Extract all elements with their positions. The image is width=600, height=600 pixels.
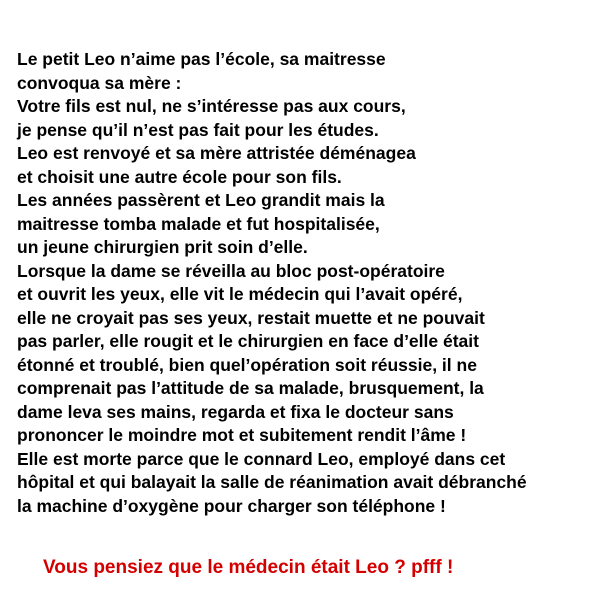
story-line: convoqua sa mère : xyxy=(17,72,182,93)
story-line: Leo est renvoyé et sa mère attristée déménagea xyxy=(17,143,416,163)
punchline-text: Vous pensiez que le médecin était Leo ? pfff ! xyxy=(43,557,454,578)
story-line: pas parler, elle rougit et le chirurgien en face d’elle était xyxy=(17,331,479,351)
story-text xyxy=(17,48,527,518)
story-line: Elle est morte parce que le connard Leo, employé dans cet xyxy=(17,448,506,469)
story-line: elle ne croyait pas ses yeux, restait muette et ne pouvait xyxy=(17,307,485,328)
story-line: et choisit une autre école pour son fils. xyxy=(17,166,342,187)
story-line: Le petit Leo n’aime pas l’école, sa maitresse xyxy=(17,49,386,69)
story-line: je pense qu’il n’est pas fait pour les études. xyxy=(17,119,379,140)
story-line: un jeune chirurgien prit soin d’elle. xyxy=(17,237,308,257)
story-line: hôpital et qui balayait la salle de réanimation avait débranché xyxy=(17,472,527,492)
story-line: prononcer le moindre mot et subitement rendit l’âme ! xyxy=(17,425,467,445)
story-line: et ouvrit les yeux, elle vit le médecin qui l’avait opéré, xyxy=(17,284,463,304)
story-line: Lorsque la dame se réveilla au bloc post-opératoire xyxy=(17,260,445,281)
story-line: la machine d’oxygène pour charger son téléphone ! xyxy=(17,495,446,516)
story-line: Votre fils est nul, ne s’intéresse pas aux cours, xyxy=(17,96,406,116)
story-line: maitresse tomba malade et fut hospitalisée, xyxy=(17,213,380,234)
story-line: dame leva ses mains, regarda et fixa le docteur sans xyxy=(17,401,454,422)
story-line: Les années passèrent et Leo grandit mais la xyxy=(17,190,385,210)
story-line: étonné et troublé, bien quel’opération soit réussie, il ne xyxy=(17,354,477,375)
story-line: comprenait pas l’attitude de sa malade, brusquement, la xyxy=(17,378,484,398)
